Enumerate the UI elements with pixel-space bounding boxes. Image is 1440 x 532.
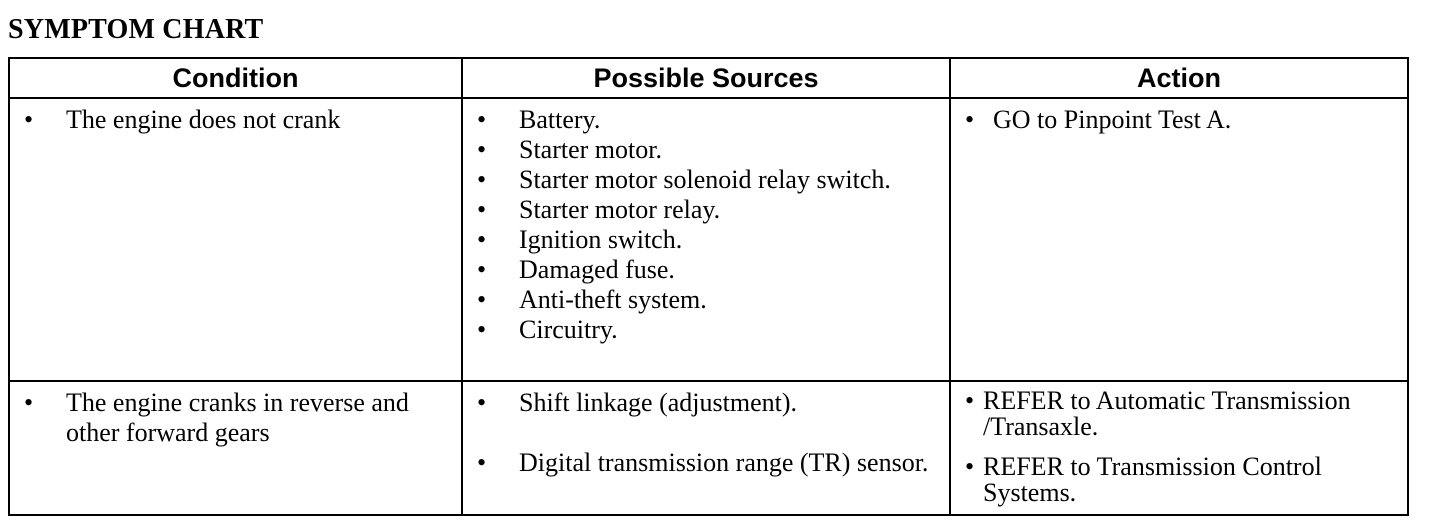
- table-row: [9, 98, 1408, 381]
- condition-cell: [9, 381, 462, 515]
- condition-cell: [9, 98, 462, 381]
- sources-cell: [462, 98, 950, 381]
- source-item: • Starter motor solenoid relay switch.: [463, 165, 949, 195]
- column-header-condition: Condition: [9, 58, 462, 98]
- symptom-table: [8, 57, 1409, 516]
- source-item: • Starter motor relay.: [463, 195, 949, 225]
- action-cell: [950, 381, 1408, 515]
- condition-text: • The engine cranks in reverse and other forward gears: [10, 388, 461, 448]
- source-item: • Digital transmission range (TR) sensor.: [463, 448, 949, 478]
- header-row: [9, 58, 1408, 98]
- source-item: • Starter motor.: [463, 135, 949, 165]
- source-item: • Anti-theft system.: [463, 285, 949, 315]
- action-item: • REFER to Automatic Transmission /Transaxle.: [951, 388, 1407, 440]
- column-header-action: Action: [950, 58, 1408, 98]
- table-row: [9, 381, 1408, 515]
- chart-title: SYMPTOM CHART: [8, 14, 264, 45]
- source-item: • Circuitry.: [463, 315, 949, 345]
- source-item: • Ignition switch.: [463, 225, 949, 255]
- action-item: • REFER to Transmission Control Systems.: [951, 454, 1407, 506]
- source-item: • Shift linkage (adjustment).: [463, 388, 949, 418]
- sources-cell: [462, 381, 950, 515]
- source-item: • Damaged fuse.: [463, 255, 949, 285]
- action-cell: [950, 98, 1408, 381]
- source-item: • Battery.: [463, 105, 949, 135]
- column-header-possible-sources: Possible Sources: [462, 58, 950, 98]
- condition-text: • The engine does not crank: [10, 105, 461, 135]
- action-item: • GO to Pinpoint Test A.: [951, 105, 1407, 135]
